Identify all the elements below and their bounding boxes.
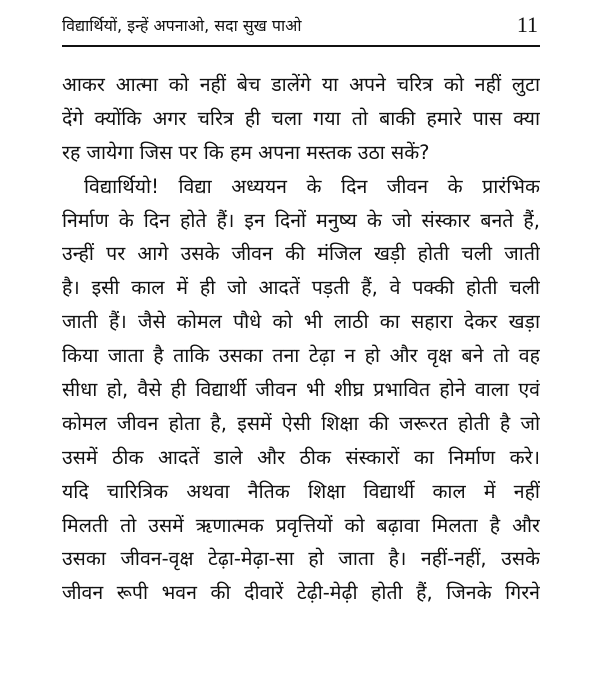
text-line: जाती हैं। जैसे कोमल पौधे को भी लाठी का सहारा देकर खड़ा	[62, 310, 540, 334]
text-line: यदि चारित्रिक अथवा नैतिक शिक्षा विद्यार्थी काल में नहीं	[62, 479, 540, 503]
text-line: विद्यार्थियो! विद्या अध्ययन के दिन जीवन के प्रारंभिक	[84, 174, 540, 198]
header-rule	[62, 45, 540, 47]
text-line: कोमल जीवन होता है, इसमें ऐसी शिक्षा की जरूरत होती है जो	[62, 411, 540, 435]
page-header	[62, 12, 540, 42]
text-line: सीधा हो, वैसे ही विद्यार्थी जीवन भी शीघ्र प्रभावित होने वाला एवं	[62, 378, 540, 402]
text-line: रह जायेगा जिस पर कि हम अपना मस्तक उठा सकें?	[62, 140, 430, 164]
text-line: जीवन रूपी भवन की दीवारें टेढ़ी-मेढ़ी होती हैं, जिनके गिरने	[62, 581, 540, 605]
text-line: उन्हीं पर आगे उसके जीवन की मंजिल खड़ी होती चली जाती	[62, 242, 540, 266]
text-line: निर्माण के दिन होते हैं। इन दिनों मनुष्य के जो संस्कार बनते हैं,	[62, 208, 540, 232]
text-line: देंगे क्योंकि अगर चरित्र ही चला गया तो बाकी हमारे पास क्या	[62, 106, 540, 130]
text-line: मिलती तो उसमें ऋणात्मक प्रवृत्तियों को बढ़ावा मिलता है और	[62, 513, 540, 537]
text-line: उसमें ठीक आदतें डाले और ठीक संस्कारों का निर्माण करे।	[62, 445, 540, 469]
text-line: उसका जीवन-वृक्ष टेढ़ा-मेढ़ा-सा हो जाता है। नहीं-नहीं, उसके	[62, 547, 540, 571]
text-line: है। इसी काल में ही जो आदतें पड़ती हैं, वे पक्की होती चली	[62, 276, 540, 300]
running-title: विद्यार्थियों, इन्हें अपनाओ, सदा सुख पाओ	[62, 16, 302, 35]
text-line: आकर आत्मा को नहीं बेच डालेंगे या अपने चरित्र को नहीं लुटा	[62, 73, 540, 96]
page-number: 11	[516, 12, 538, 37]
body-text	[62, 68, 540, 610]
text-line: किया जाता है ताकि उसका तना टेढ़ा न हो और वृक्ष बने तो वह	[62, 344, 540, 368]
